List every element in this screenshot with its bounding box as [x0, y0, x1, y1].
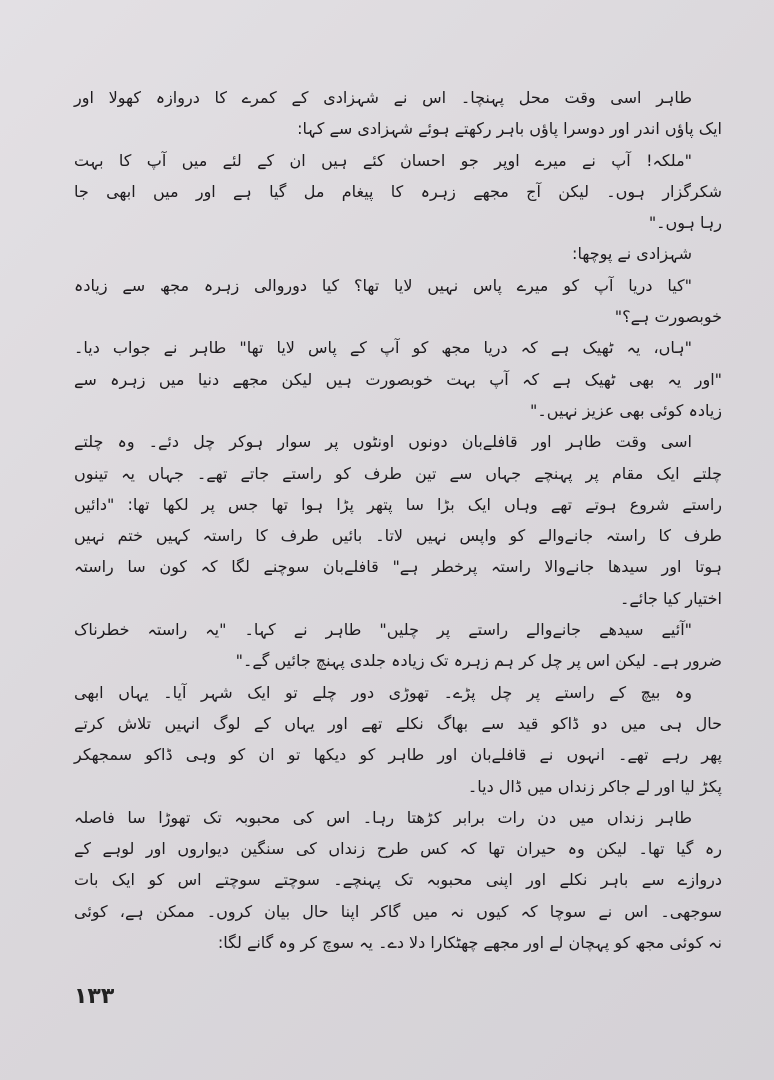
text-line: رہا ہوں۔": [648, 213, 722, 233]
text-line: "اور یہ بھی ٹھیک ہے کہ آپ بہت خوبصورت ہیں لیکن مجھے دنیا میں زہرہ سے: [74, 369, 722, 389]
text-line: اسی وقت طاہر اور قافلےبان دونوں اونٹوں پر سوار ہوکر چل دئے۔ وہ چلتے: [74, 432, 692, 452]
text-line: "آئیے سیدھے جانےوالے راستے پر چلیں" طاہر نے کہا۔ "یہ راستہ خطرناک: [74, 620, 692, 640]
text-line: ضرور ہے۔ لیکن اس پر چل کر ہم زہرہ تک زیادہ جلدی پہنچ جائیں گے۔": [235, 651, 722, 671]
text-line: زیادہ کوئی بھی عزیز نہیں۔": [530, 400, 722, 420]
text-line: پھر رہے تھے۔ انہوں نے قافلےبان اور طاہر کو دیکھا تو ان کو وہی ڈاکو سمجھکر: [74, 745, 722, 765]
text-line: شکرگزار ہوں۔ لیکن آج مجھے زہرہ کا پیغام مل گیا ہے اور میں ابھی جا: [74, 181, 722, 201]
text-line: خوبصورت ہے؟": [614, 307, 722, 327]
text-line: ہوتا اور سیدھا جانےوالا راستہ پرخطر ہے" قافلےبان سوچنے لگا کہ کون سا راستہ: [74, 557, 722, 577]
text-line: رہ گیا تھا۔ لیکن وہ حیران تھا کہ کس طرح زنداں کی سنگین دیواروں اور لوہے کے: [74, 839, 722, 859]
text-line: دروازے سے باہر نکلے اور اپنی محبوبہ تک پہنچے۔ سوچتے سوچتے اس کو ایک بات: [74, 870, 722, 890]
text-line: پکڑ لیا اور لے جاکر زنداں میں ڈال دیا۔: [467, 776, 722, 796]
text-line: نہ کوئی مجھ کو پہچان لے اور مجھے چھٹکارا دلا دے۔ یہ سوچ کر وہ گانے لگا:: [217, 933, 722, 953]
text-line: طاہر زنداں میں دن رات برابر کڑھتا رہا۔ اس کی محبوبہ تک تھوڑا سا فاصلہ: [74, 807, 692, 827]
text-line: طرف کا راستہ جانےوالے کو واپس نہیں لاتا۔ بائیں طرف کا راستہ کہیں ختم نہیں: [74, 526, 722, 546]
text-line: ایک پاؤں اندر اور دوسرا پاؤں باہر رکھتے ہوئے شہزادی سے کہا:: [297, 119, 722, 139]
text-line: سوجھی۔ اس نے سوچا کہ کیوں نہ میں گاکر اپنا حال بیان کروں۔ ممکن ہے، کوئی: [74, 901, 722, 921]
text-line: حال ہی میں دو ڈاکو قید سے بھاگ نکلے تھے اور یہاں کے لوگ انہیں تلاش کرتے: [74, 713, 722, 733]
body-text: [74, 82, 722, 958]
text-line: راستے شروع ہوتے تھے وہاں ایک بڑا سا پتھر پڑا ہوا تھا جس پر لکھا تھا: "دائیں: [74, 494, 722, 514]
page-number: ۱۳۳: [74, 984, 115, 1009]
text-line: "ہاں، یہ ٹھیک ہے کہ دریا مجھ کو آپ کے پاس لایا تھا" طاہر نے جواب دیا۔: [74, 338, 692, 358]
text-line: "کیا دریا آپ کو میرے پاس نہیں لایا تھا؟ کیا دوروالی زہرہ مجھ سے زیادہ: [74, 275, 692, 295]
text-line: اختیار کیا جائے۔: [619, 588, 722, 608]
text-line: شہزادی نے پوچھا:: [572, 244, 692, 264]
text-line: وہ بیچ کے راستے پر چل پڑے۔ تھوڑی دور چلے تو ایک شہر آیا۔ یہاں ابھی: [74, 682, 692, 702]
text-line: "ملکہ! آپ نے میرے اوپر جو احسان کئے ہیں ان کے لئے میں آپ کا بہت: [74, 150, 692, 170]
text-line: چلتے ایک مقام پر پہنچے جہاں سے تین طرف کو راستے جاتے تھے۔ جہاں یہ تینوں: [74, 463, 722, 483]
text-line: طاہر اسی وقت محل پہنچا۔ اس نے شہزادی کے کمرے کا دروازہ کھولا اور: [74, 88, 692, 107]
